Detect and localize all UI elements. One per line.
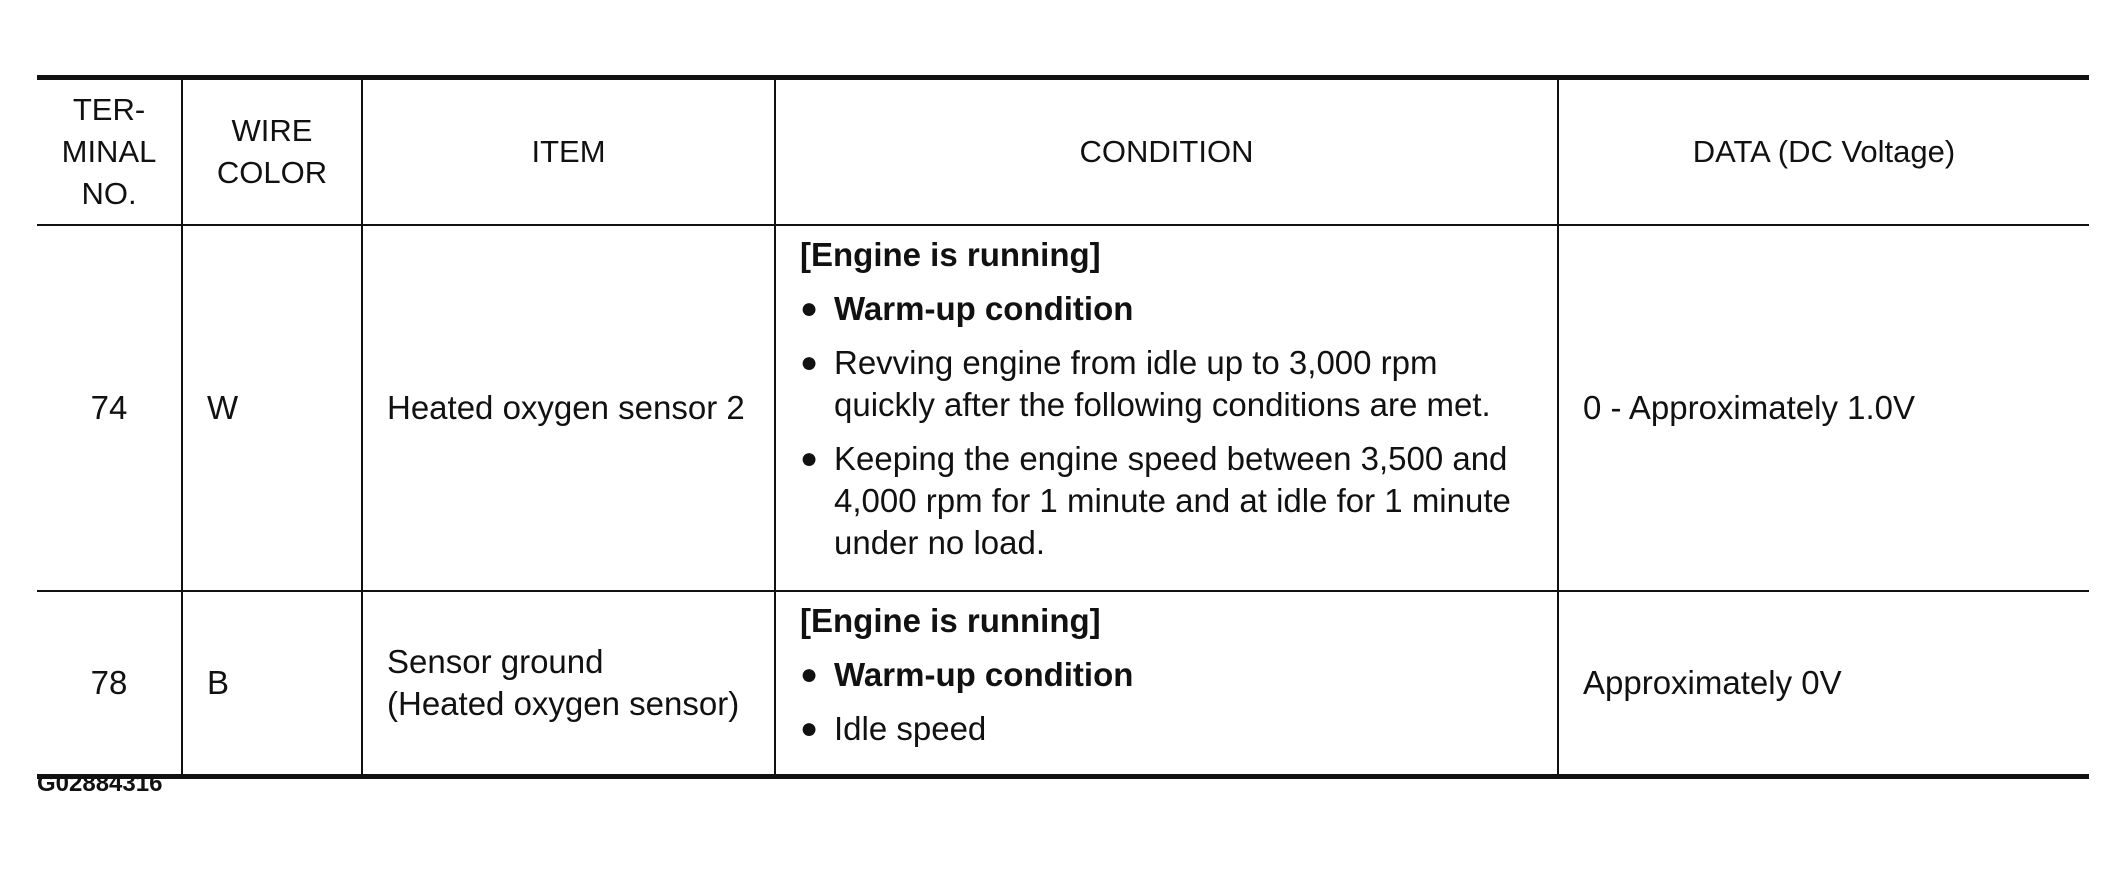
figure-id: G02884316: [37, 770, 163, 797]
item-line: (Heated oxygen sensor): [387, 685, 740, 722]
header-terminal-no-line: MINAL: [61, 134, 157, 169]
bullet-icon: ●: [800, 712, 819, 745]
bullet-icon: ●: [800, 346, 819, 379]
header-data: DATA (DC Voltage): [1558, 78, 2089, 226]
table-header-row: [37, 78, 2089, 226]
table-row: [37, 225, 2089, 591]
condition-bullet-text: Warm-up condition: [834, 656, 1134, 693]
terminal-data-table-container: [37, 75, 2089, 779]
bullet-icon: ●: [800, 658, 819, 691]
condition-bullet-text: Warm-up condition: [834, 290, 1134, 327]
item-line: Heated oxygen sensor 2: [387, 389, 745, 426]
bullet-icon: ●: [800, 442, 819, 475]
item-cell: [362, 591, 775, 777]
condition-heading: [Engine is running]: [800, 602, 1101, 639]
header-condition: CONDITION: [775, 78, 1558, 226]
terminal-data-table: [37, 75, 2089, 779]
condition-bullet: [800, 708, 1533, 750]
item-line: Sensor ground: [387, 643, 604, 680]
condition-bullet: [800, 342, 1533, 426]
condition-bullet-text: Revving engine from idle up to 3,000 rpm quickly after the following conditions are met.: [834, 344, 1491, 423]
header-terminal-no: [37, 78, 182, 226]
condition-bullet-text: Keeping the engine speed between 3,500 and 4,000 rpm for 1 minute and at idle for 1 minute under no load.: [834, 440, 1511, 561]
condition-bullet: [800, 438, 1533, 564]
condition-bullet: [800, 654, 1533, 696]
condition-cell: [775, 591, 1558, 777]
table-row: [37, 591, 2089, 777]
terminal-no-cell: 74: [37, 225, 182, 591]
data-cell: 0 - Approximately 1.0V: [1558, 225, 2089, 591]
data-cell: Approximately 0V: [1558, 591, 2089, 777]
terminal-no-cell: 78: [90, 664, 128, 701]
condition-bullet-text: Idle speed: [834, 710, 987, 747]
header-terminal-no-line: TER-: [72, 92, 146, 127]
header-item: ITEM: [362, 78, 775, 226]
item-cell: [362, 225, 775, 591]
wire-color-cell: W: [182, 225, 362, 591]
header-wire-color: [182, 78, 362, 226]
header-wire-color-line: WIRE: [231, 113, 313, 148]
wire-color-cell: B: [182, 591, 362, 777]
bullet-icon: ●: [800, 292, 819, 325]
header-terminal-no-line: NO.: [81, 176, 137, 211]
header-wire-color-line: COLOR: [216, 155, 328, 190]
condition-cell: [775, 225, 1558, 591]
condition-bullet: [800, 288, 1533, 330]
condition-heading: [Engine is running]: [800, 236, 1101, 273]
